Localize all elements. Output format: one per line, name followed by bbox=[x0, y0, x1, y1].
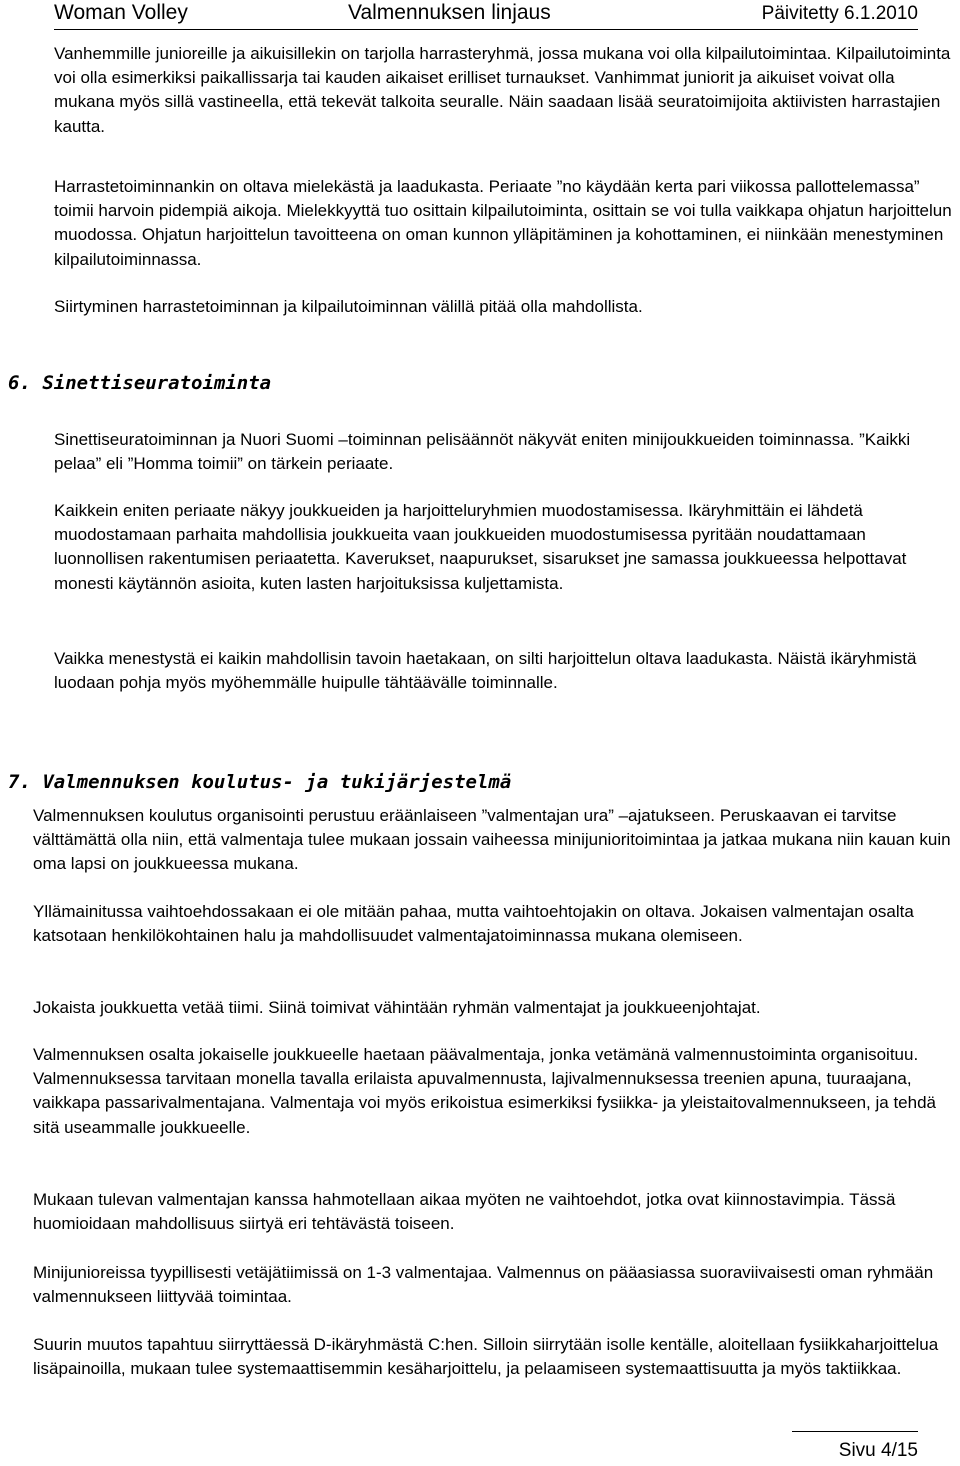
paragraph: Yllämainitussa vaihtoehdossakaan ei ole mitään pahaa, mutta vaihtoehtojakin on oltava. Jokaisen valmentajan osalta katsotaan henkilökohtainen halu ja mahdollisuudet valmentajatoiminnassa mukana olemiseen. bbox=[33, 902, 914, 946]
paragraph: Kaikkein eniten periaate näkyy joukkueiden ja harjoitteluryhmien muodostamisessa. Ikäryhmittäin ei lähdetä muodostamaan parhaita mahdollisia joukkueita vaan joukkueiden muodostumisessa pyritään noudattamaan luonnollisen rakentumisen periaatetta. Kaverukset, naapurukset, sisarukset jne samassa joukkueessa helpottavat monesti käytännön asioita, kuten lasten harjoituksissa kuljettamista. bbox=[54, 501, 907, 593]
paragraph: Vanhemmille junioreille ja aikuisillekin on tarjolla harrasteryhmä, jossa mukana voi olla kilpailutoimintaa. Kilpailutoiminta voi olla esimerkiksi paikallissarja tai kauden aikaiset erilliset turnaukset. Vanhimmat juniorit ja aikuiset voivat olla mukana myös sillä vastineella, että tekevät talkoita seuralle. Näin saadaan lisää seuratoimijoita aktiivisten harrastajien kautta. bbox=[54, 44, 951, 136]
paragraph: Vaikka menestystä ei kaikin mahdollisin tavoin haetakaan, on silti harjoittelun oltava laadukasta. Näistä ikäryhmistä luodaan pohja myös myöhemmälle huipulle tähtäävälle toiminnalle. bbox=[54, 649, 917, 693]
page-header bbox=[0, 0, 960, 26]
paragraph: Mukaan tulevan valmentajan kanssa hahmotellaan aikaa myöten ne vaihtoehdot, jotka ovat kiinnostavimpia. Tässä huomioidaan mahdollisuus siirtyä eri tehtävästä toiseen. bbox=[33, 1190, 896, 1234]
footer-divider bbox=[792, 1431, 918, 1432]
section-heading-7: 7. Valmennuksen koulutus- ja tukijärjestelmä bbox=[8, 771, 512, 793]
paragraph: Jokaista joukkuetta vetää tiimi. Siinä toimivat vähintään ryhmän valmentajat ja joukkueenjohtajat. bbox=[33, 998, 761, 1017]
paragraph: Minijunioreissa tyypillisesti vetäjätiimissä on 1-3 valmentajaa. Valmennus on pääasiassa suoraviivaisesti oman ryhmään valmennukseen liittyvää toimintaa. bbox=[33, 1263, 934, 1307]
header-organization: Woman Volley bbox=[54, 1, 188, 24]
header-document-title: Valmennuksen linjaus bbox=[348, 1, 551, 24]
paragraph: Siirtyminen harrastetoiminnan ja kilpailutoiminnan välillä pitää olla mahdollista. bbox=[54, 297, 643, 316]
paragraph: Valmennuksen osalta jokaiselle joukkueelle haetaan päävalmentaja, jonka vetämänä valmennustoiminta organisoituu. Valmennuksessa tarvitaan monella tavalla erilaista apuvalmennusta, lajivalmennuksessa treenien apuna, tuuraajana, vaikkapa passarivalmentajana. Valmentaja voi myös erikoistua esimerkiksi fysiikka- ja yleistaitovalmennukseen, ja tehdä sitä useammalle joukkueelle. bbox=[33, 1045, 936, 1137]
header-updated-date: Päivitetty 6.1.2010 bbox=[761, 3, 918, 24]
section-heading-6: 6. Sinettiseuratoiminta bbox=[8, 372, 272, 394]
paragraph: Harrastetoiminnankin on oltava mielekästä ja laadukasta. Periaate ”no käydään kerta pari viikossa pallottelemassa” toimii harvoin pidempiä aikoja. Mielekkyyttä tuo osittain kilpailutoiminta, osittain se voi tulla vaikkapa ohjatun harjoittelun muodossa. Ohjatun harjoittelun tavoitteena on oman kunnon ylläpitäminen ja kohottaminen, ei niinkään menestyminen kilpailutoiminnassa. bbox=[54, 177, 952, 269]
paragraph: Valmennuksen koulutus organisointi perustuu eräänlaiseen ”valmentajan ura” –ajatukseen. Peruskaavan ei tarvitse välttämättä olla niin, että valmentaja tulee mukaan jossain vaiheessa minijunioritoimintaa ja jatkaa mukana niin kauan kuin oma lapsi on joukkueessa mukana. bbox=[33, 806, 951, 874]
page-number: Sivu 4/15 bbox=[838, 1440, 918, 1461]
paragraph: Sinettiseuratoiminnan ja Nuori Suomi –toiminnan pelisäännöt näkyvät eniten minijoukkueiden toiminnassa. ”Kaikki pelaa” eli ”Homma toimii” on tärkein periaate. bbox=[54, 430, 911, 474]
paragraph: Suurin muutos tapahtuu siirryttäessä D-ikäryhmästä C:hen. Silloin siirrytään isolle kentälle, aloitellaan fysiikkaharjoittelua lisäpainoilla, mukaan tulee systemaattisemmin kesäharjoittelu, ja pelaamiseen systemaattisuutta ja myös taktiikkaa. bbox=[33, 1335, 939, 1379]
header-divider bbox=[54, 29, 918, 30]
